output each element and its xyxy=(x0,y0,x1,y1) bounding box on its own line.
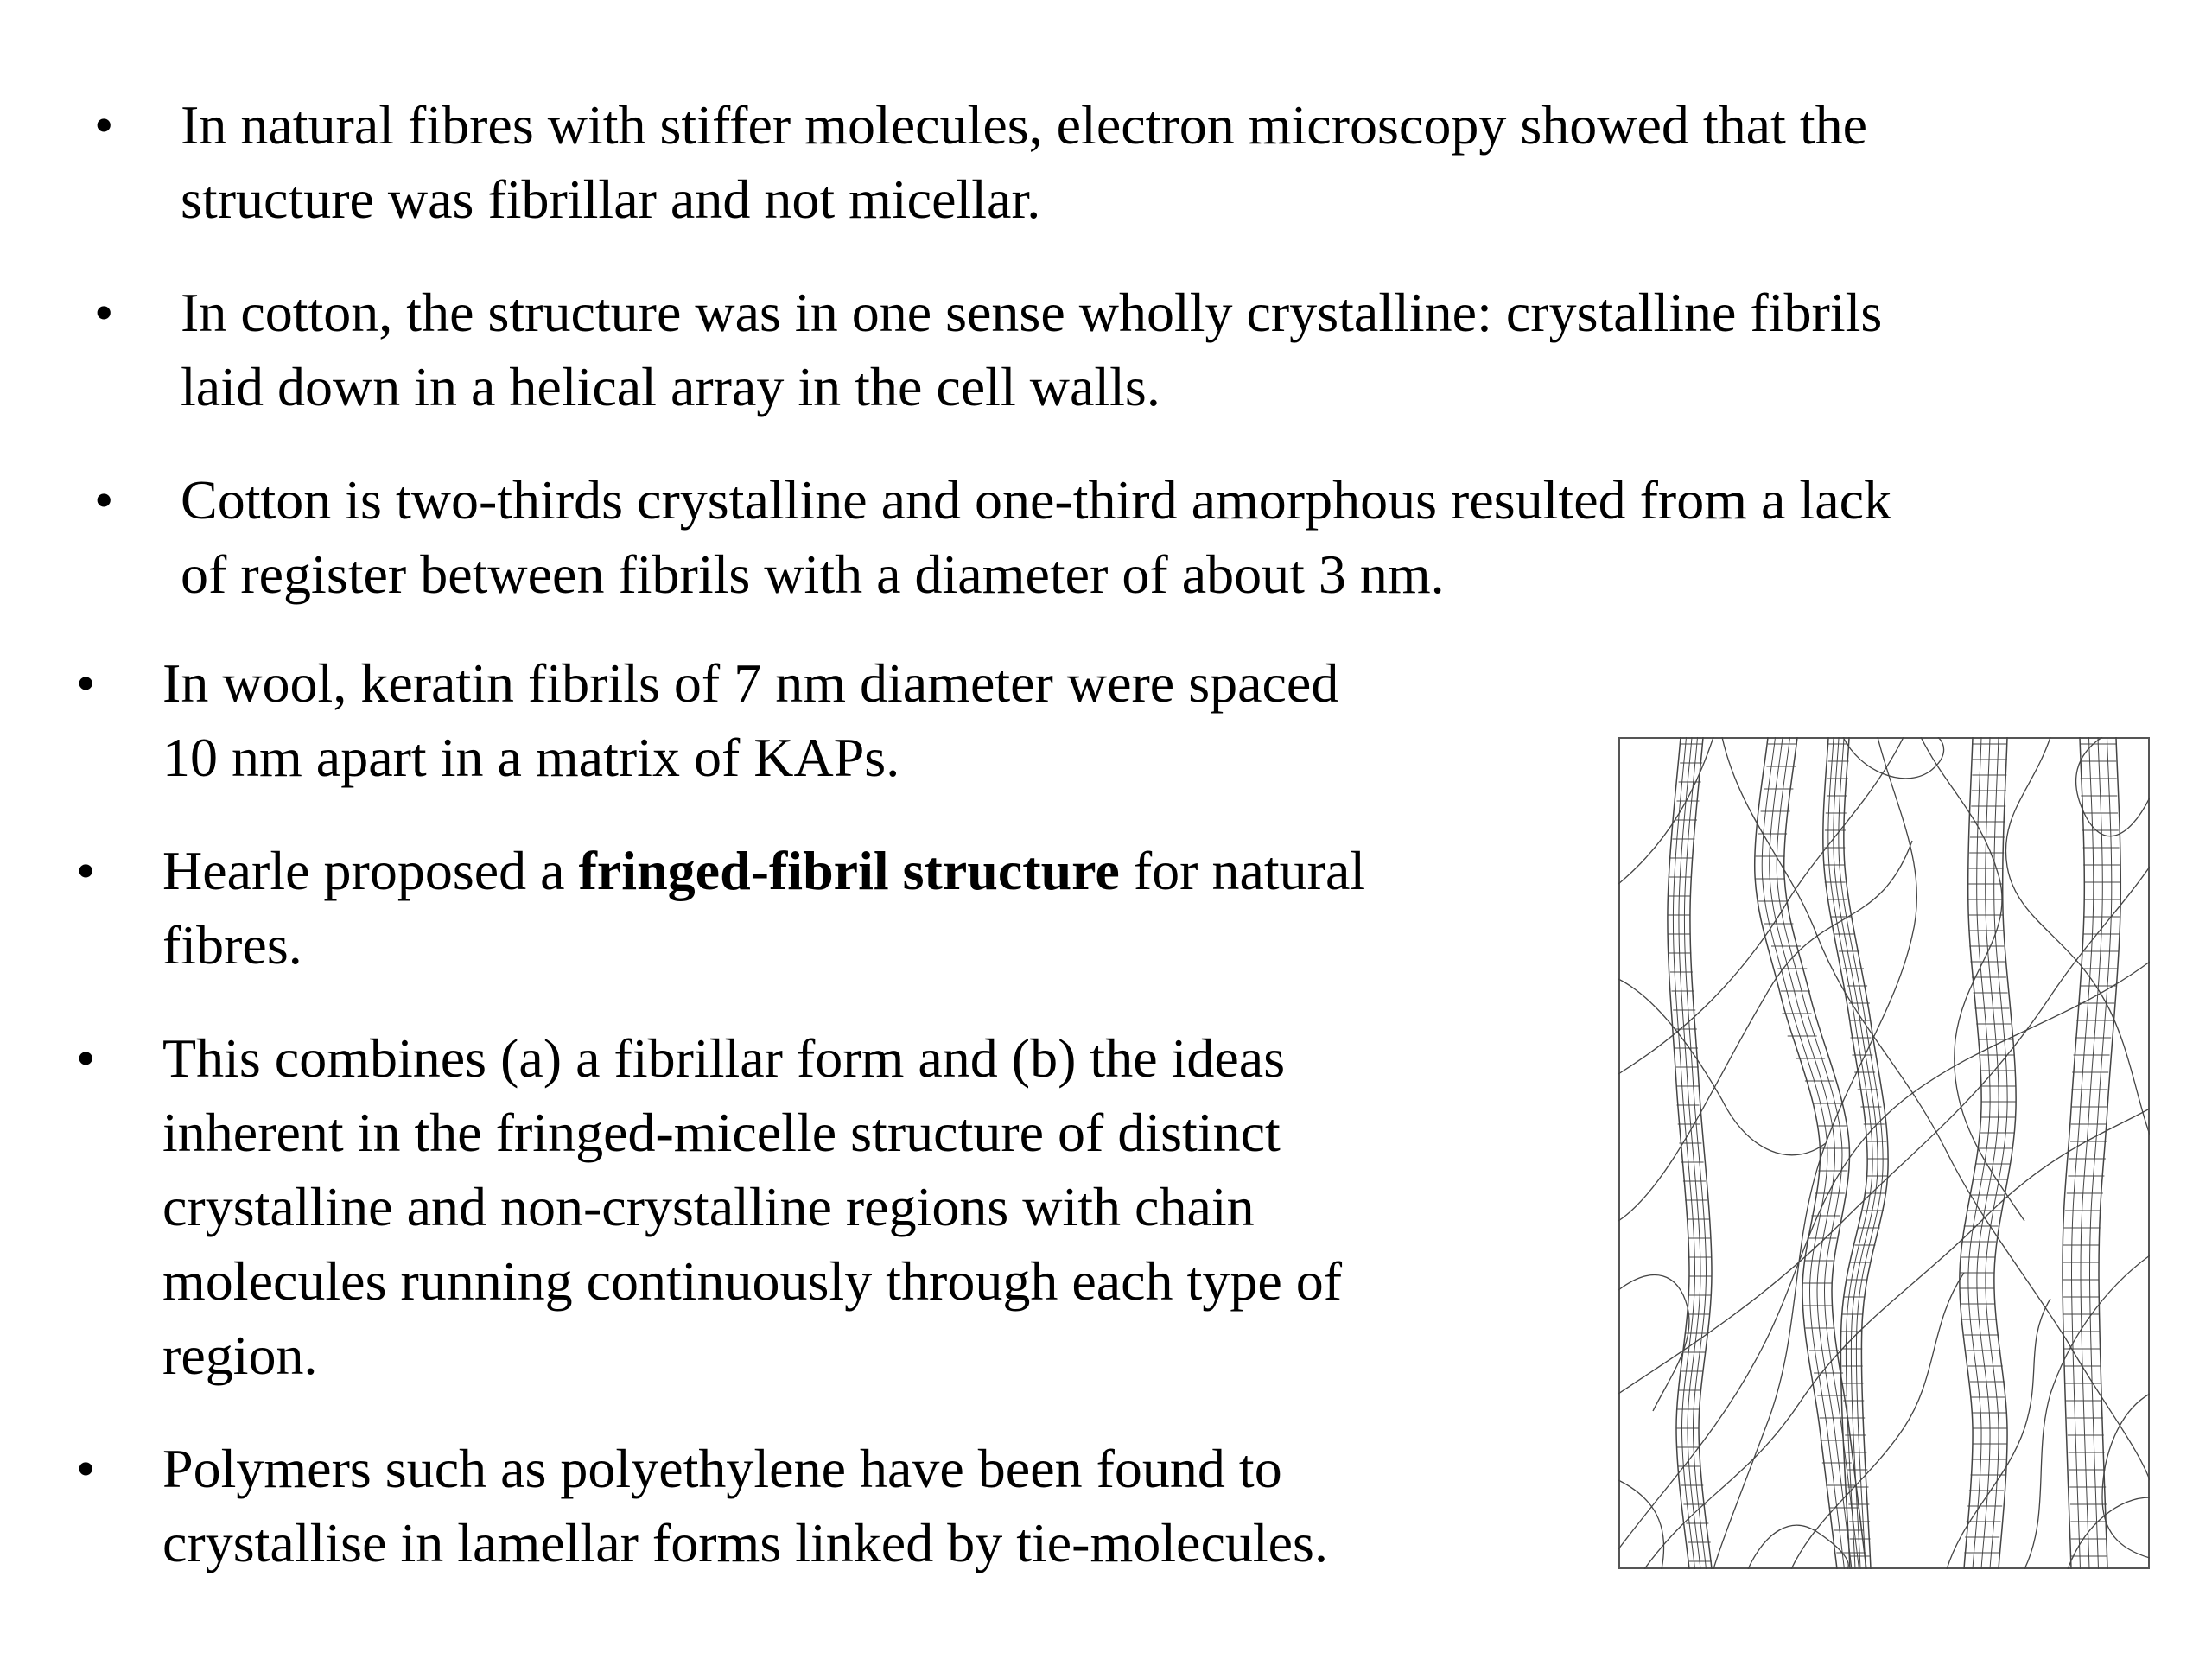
bullet-hearle xyxy=(0,834,1529,982)
fringed-fibril-diagram xyxy=(1618,737,2150,1569)
bullet-text-line: In cotton, the structure was in one sense wholly crystalline: crystalline fibrils xyxy=(181,282,1883,343)
bullet-text-line: 10 nm apart in a matrix of KAPs. xyxy=(162,727,900,788)
bullet-marker: • xyxy=(94,282,114,343)
bullet-marker: • xyxy=(76,652,96,714)
left-bullet-list xyxy=(0,646,1529,1619)
top-bullet-list xyxy=(0,88,2143,651)
bullet-cotton-structure xyxy=(0,276,2143,424)
hearle-text-before: Hearle proposed a xyxy=(162,840,579,901)
bullet-text-line: inherent in the fringed-micelle structure of distinct xyxy=(162,1102,1281,1163)
bullet-text-line: Polymers such as polyethylene have been found to xyxy=(162,1438,1282,1499)
bullet-text-line: This combines (a) a fibrillar form and (b) the ideas xyxy=(162,1027,1286,1089)
bullet-wool xyxy=(0,646,1529,795)
bullet-text-line: crystallise in lamellar forms linked by tie-molecules. xyxy=(162,1512,1328,1573)
bullet-marker: • xyxy=(76,1438,96,1499)
bullet-text-line: of register between fibrils with a diameter of about 3 nm. xyxy=(181,543,1445,605)
bullet-text-line: structure was fibrillar and not micellar. xyxy=(181,168,1041,230)
fringed-fibril-diagram-svg xyxy=(1618,737,2150,1569)
bullet-natural-fibres xyxy=(0,88,2143,237)
bullet-cotton-crystallinity xyxy=(0,463,2143,612)
bullet-text-line xyxy=(162,834,1529,908)
bullet-marker: • xyxy=(94,469,114,531)
bullet-polymers xyxy=(0,1432,1529,1580)
bullet-text-line: crystalline and non-crystalline regions with chain xyxy=(162,1176,1255,1237)
bullet-text-line: region. xyxy=(162,1325,318,1386)
bullet-text-line: Cotton is two-thirds crystalline and one-third amorphous resulted from a lack xyxy=(181,469,1891,531)
bullet-combines xyxy=(0,1021,1529,1393)
bullet-text-line: In wool, keratin fibrils of 7 nm diameter were spaced xyxy=(162,652,1339,714)
bullet-text-line: fibres. xyxy=(162,914,302,976)
bullet-text-line: molecules running continuously through each type of xyxy=(162,1250,1343,1312)
bullet-text-line: In natural fibres with stiffer molecules, electron microscopy showed that the xyxy=(181,94,1867,156)
bullet-marker: • xyxy=(94,94,114,156)
fringed-fibril-term: fringed-fibril structure xyxy=(578,840,1120,901)
bullet-marker: • xyxy=(76,840,96,901)
hearle-text-after: for natural xyxy=(1119,840,1366,901)
bullet-marker: • xyxy=(76,1027,96,1089)
bullet-text-line: laid down in a helical array in the cell walls. xyxy=(181,356,1160,417)
